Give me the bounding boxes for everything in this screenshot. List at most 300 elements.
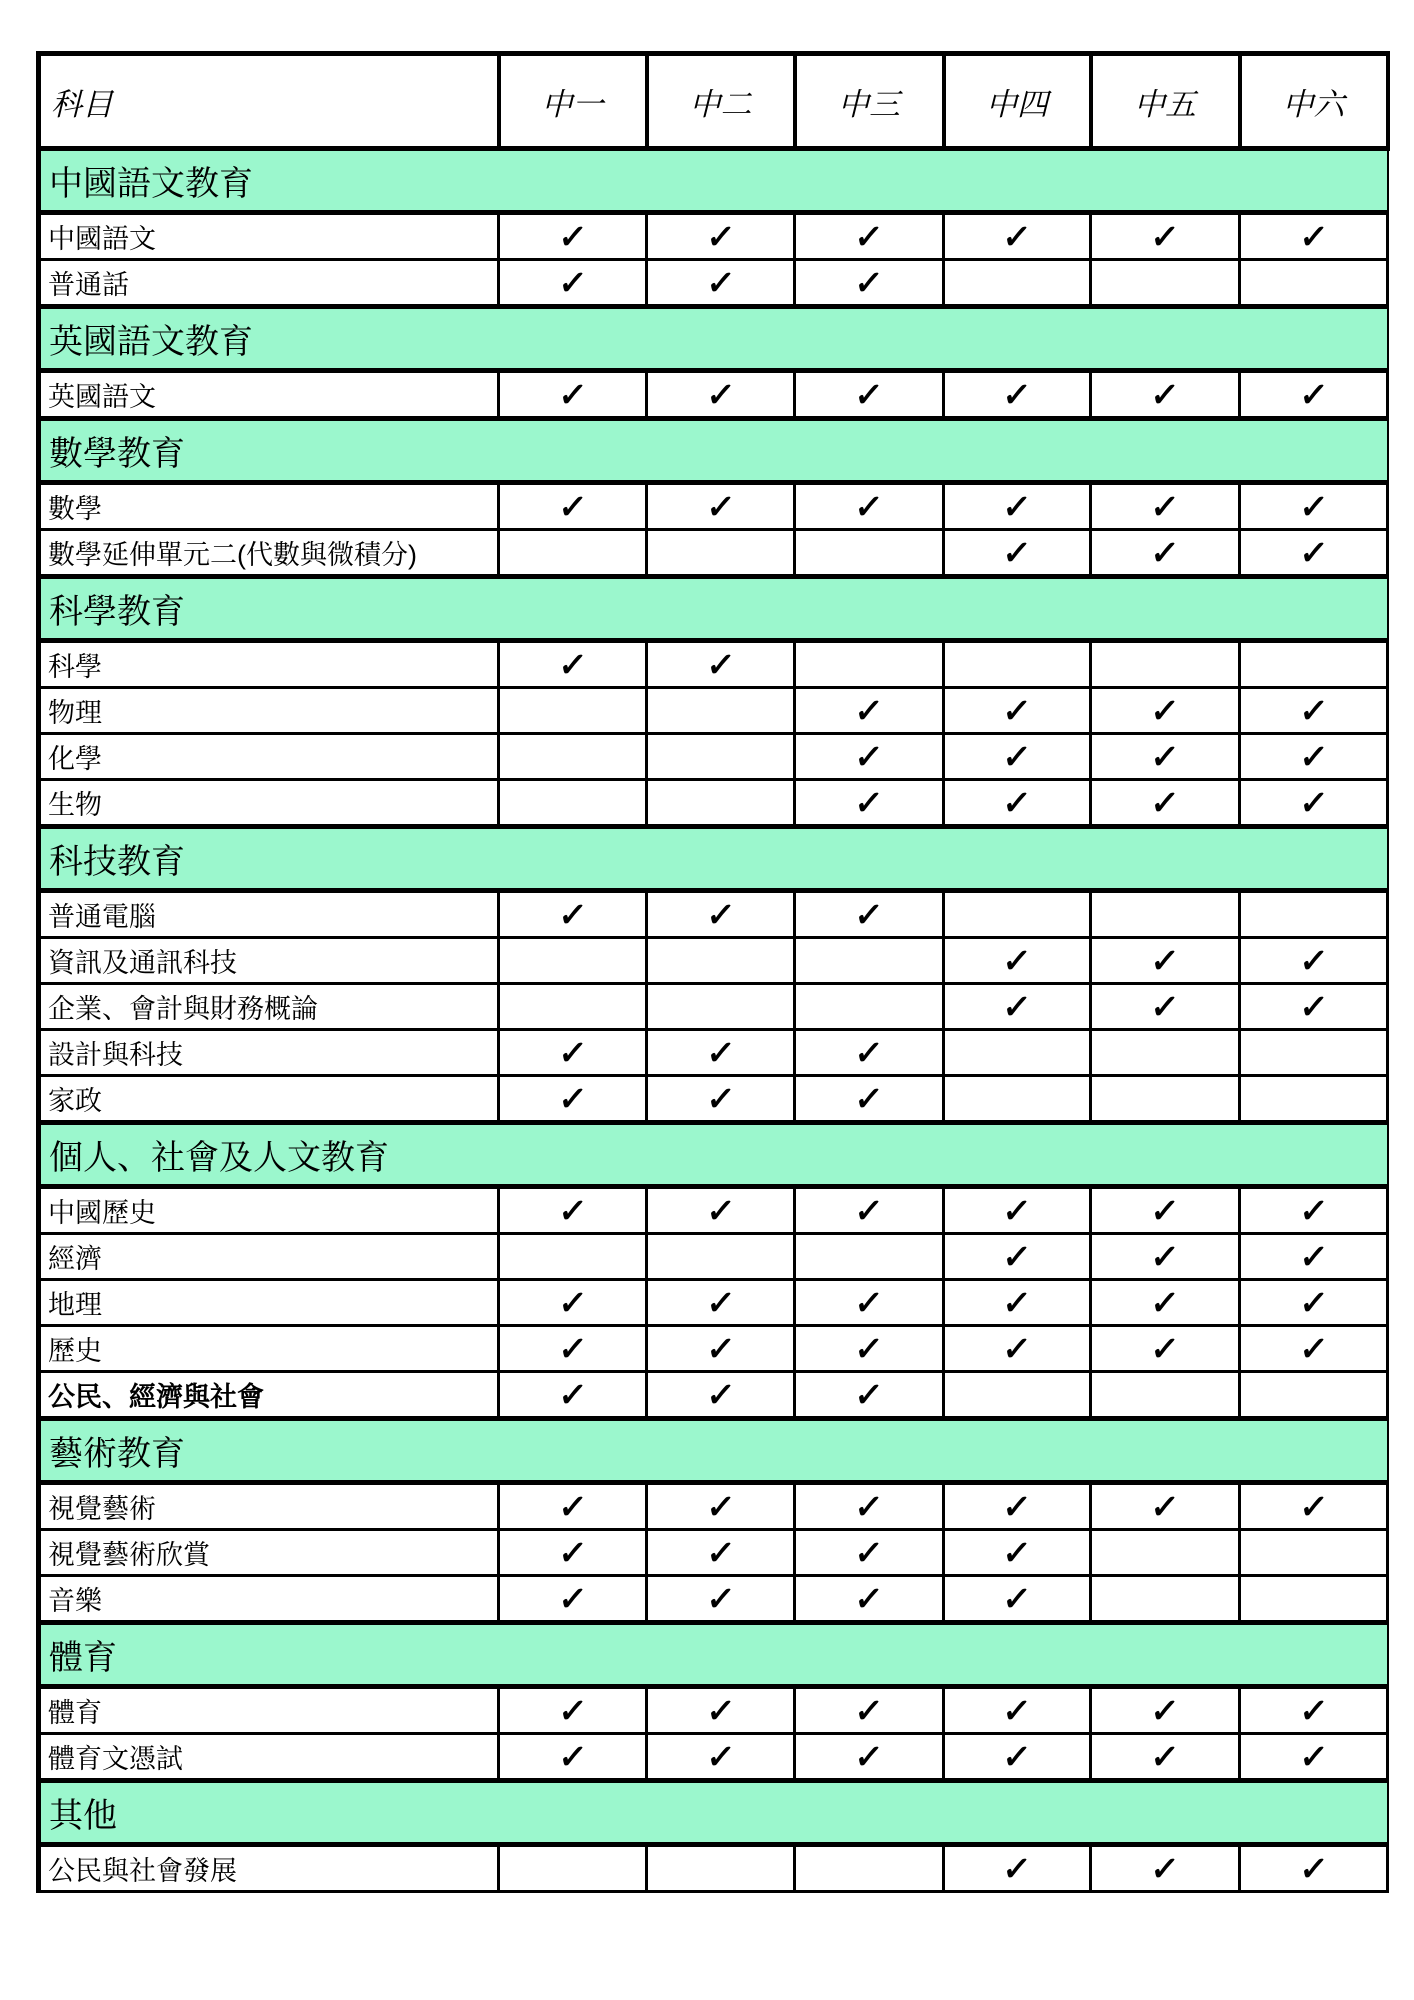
check-icon: ✓ xyxy=(1001,1850,1033,1887)
check-mark-cell xyxy=(499,1280,647,1326)
check-mark-cell xyxy=(647,260,795,307)
check-mark-cell xyxy=(1091,688,1240,734)
subject-name: 地理 xyxy=(39,1280,499,1326)
check-mark-cell xyxy=(944,1326,1091,1372)
empty-cell xyxy=(1240,641,1388,688)
check-mark-cell xyxy=(1091,213,1240,260)
check-icon: ✓ xyxy=(1149,738,1181,775)
subject-row xyxy=(39,371,1388,419)
check-icon: ✓ xyxy=(704,1488,737,1525)
empty-cell xyxy=(1091,1076,1240,1123)
subject-name: 普通話 xyxy=(39,260,499,307)
empty-cell xyxy=(499,530,647,577)
check-mark-cell xyxy=(1240,530,1388,577)
check-icon: ✓ xyxy=(556,1488,589,1525)
check-mark-cell xyxy=(1091,1326,1240,1372)
check-mark-cell xyxy=(1240,1734,1388,1781)
check-icon: ✓ xyxy=(1297,692,1330,729)
empty-cell xyxy=(499,734,647,780)
check-icon: ✓ xyxy=(853,1738,885,1775)
check-mark-cell xyxy=(499,1372,647,1419)
section-header-row xyxy=(39,1623,1388,1687)
check-icon: ✓ xyxy=(1149,942,1181,979)
check-mark-cell xyxy=(647,641,795,688)
empty-cell xyxy=(647,1845,795,1892)
check-icon: ✓ xyxy=(704,1330,737,1367)
check-mark-cell xyxy=(944,938,1091,984)
subject-name: 體育文憑試 xyxy=(39,1734,499,1781)
check-icon: ✓ xyxy=(1149,1850,1181,1887)
check-mark-cell xyxy=(1240,371,1388,419)
check-mark-cell xyxy=(499,371,647,419)
check-icon: ✓ xyxy=(853,1330,885,1367)
check-icon: ✓ xyxy=(556,1034,589,1071)
subject-row xyxy=(39,483,1388,530)
check-icon: ✓ xyxy=(1149,1330,1181,1367)
check-icon: ✓ xyxy=(853,1192,885,1229)
check-mark-cell xyxy=(1240,688,1388,734)
check-icon: ✓ xyxy=(556,1738,589,1775)
check-icon: ✓ xyxy=(1001,1580,1033,1617)
check-mark-cell xyxy=(944,1576,1091,1623)
check-icon: ✓ xyxy=(556,1376,589,1413)
check-icon: ✓ xyxy=(704,1692,737,1729)
check-icon: ✓ xyxy=(704,264,737,301)
check-icon: ✓ xyxy=(853,1080,885,1117)
subject-name: 中國語文 xyxy=(39,213,499,260)
empty-cell xyxy=(1240,1576,1388,1623)
check-mark-cell xyxy=(1240,780,1388,827)
check-icon: ✓ xyxy=(556,1080,589,1117)
check-mark-cell xyxy=(795,1734,944,1781)
empty-cell xyxy=(1091,1372,1240,1419)
check-mark-cell xyxy=(944,1280,1091,1326)
section-header-row xyxy=(39,827,1388,891)
check-mark-cell xyxy=(499,1530,647,1576)
check-icon: ✓ xyxy=(853,218,885,255)
check-icon: ✓ xyxy=(853,488,885,525)
check-mark-cell xyxy=(944,371,1091,419)
check-mark-cell xyxy=(647,1326,795,1372)
check-mark-cell xyxy=(1240,1326,1388,1372)
year-header-s1: 中一 xyxy=(499,54,647,149)
check-icon: ✓ xyxy=(1297,534,1330,571)
check-icon: ✓ xyxy=(1001,1284,1033,1321)
empty-cell xyxy=(1091,1530,1240,1576)
curriculum-table xyxy=(36,51,1390,1893)
check-mark-cell xyxy=(795,483,944,530)
check-mark-cell xyxy=(795,734,944,780)
check-mark-cell xyxy=(944,1483,1091,1530)
empty-cell xyxy=(1091,641,1240,688)
check-icon: ✓ xyxy=(1149,1238,1181,1275)
subject-row xyxy=(39,1734,1388,1781)
check-mark-cell xyxy=(499,1734,647,1781)
subject-row xyxy=(39,1687,1388,1734)
check-mark-cell xyxy=(795,891,944,938)
check-mark-cell xyxy=(1091,1734,1240,1781)
check-icon: ✓ xyxy=(704,1376,737,1413)
check-icon: ✓ xyxy=(1149,1692,1181,1729)
check-mark-cell xyxy=(499,1576,647,1623)
check-mark-cell xyxy=(795,1687,944,1734)
section-header-row xyxy=(39,419,1388,483)
empty-cell xyxy=(1240,891,1388,938)
check-icon: ✓ xyxy=(1297,376,1330,413)
check-mark-cell xyxy=(795,371,944,419)
empty-cell xyxy=(1240,1372,1388,1419)
check-icon: ✓ xyxy=(556,646,589,683)
empty-cell xyxy=(944,1030,1091,1076)
check-icon: ✓ xyxy=(1149,692,1181,729)
subject-name: 企業、會計與財務概論 xyxy=(39,984,499,1030)
check-mark-cell xyxy=(499,1326,647,1372)
check-mark-cell xyxy=(944,213,1091,260)
check-mark-cell xyxy=(499,260,647,307)
check-icon: ✓ xyxy=(704,1192,737,1229)
subject-name: 音樂 xyxy=(39,1576,499,1623)
check-mark-cell xyxy=(944,1845,1091,1892)
check-mark-cell xyxy=(647,1734,795,1781)
empty-cell xyxy=(1240,260,1388,307)
check-icon: ✓ xyxy=(556,218,589,255)
check-icon: ✓ xyxy=(1001,488,1033,525)
year-header-s4: 中四 xyxy=(944,54,1091,149)
empty-cell xyxy=(795,641,944,688)
check-icon: ✓ xyxy=(556,488,589,525)
check-icon: ✓ xyxy=(1297,1284,1330,1321)
check-mark-cell xyxy=(944,1530,1091,1576)
subject-row xyxy=(39,984,1388,1030)
subject-name: 英國語文 xyxy=(39,371,499,419)
check-mark-cell xyxy=(499,213,647,260)
subject-row xyxy=(39,641,1388,688)
check-mark-cell xyxy=(499,1483,647,1530)
section-header-row xyxy=(39,149,1388,213)
check-icon: ✓ xyxy=(853,1692,885,1729)
check-mark-cell xyxy=(499,641,647,688)
check-icon: ✓ xyxy=(1001,1192,1033,1229)
check-mark-cell xyxy=(795,780,944,827)
check-icon: ✓ xyxy=(556,896,589,933)
empty-cell xyxy=(647,530,795,577)
table-body xyxy=(39,149,1388,1892)
check-icon: ✓ xyxy=(1001,534,1033,571)
section-title: 體育 xyxy=(39,1623,1388,1687)
check-icon: ✓ xyxy=(853,1284,885,1321)
check-mark-cell xyxy=(647,371,795,419)
check-icon: ✓ xyxy=(1297,1192,1330,1229)
check-mark-cell xyxy=(1091,1280,1240,1326)
empty-cell xyxy=(1091,891,1240,938)
section-header-row xyxy=(39,1781,1388,1845)
check-mark-cell xyxy=(795,1372,944,1419)
subject-name: 公民、經濟與社會 xyxy=(39,1372,499,1419)
empty-cell xyxy=(499,780,647,827)
subject-row xyxy=(39,938,1388,984)
check-icon: ✓ xyxy=(704,1080,737,1117)
check-mark-cell xyxy=(795,1187,944,1234)
check-mark-cell xyxy=(944,1734,1091,1781)
check-icon: ✓ xyxy=(1149,1488,1181,1525)
check-icon: ✓ xyxy=(1001,1238,1033,1275)
check-mark-cell xyxy=(1091,371,1240,419)
check-mark-cell xyxy=(499,1076,647,1123)
check-mark-cell xyxy=(1240,938,1388,984)
check-icon: ✓ xyxy=(556,376,589,413)
subject-row xyxy=(39,780,1388,827)
check-icon: ✓ xyxy=(1149,488,1181,525)
check-icon: ✓ xyxy=(1297,988,1330,1025)
subject-row xyxy=(39,1280,1388,1326)
section-title: 數學教育 xyxy=(39,419,1388,483)
check-mark-cell xyxy=(944,688,1091,734)
check-mark-cell xyxy=(647,213,795,260)
check-icon: ✓ xyxy=(853,692,885,729)
check-mark-cell xyxy=(944,780,1091,827)
check-icon: ✓ xyxy=(1297,1488,1330,1525)
check-icon: ✓ xyxy=(853,1376,885,1413)
check-mark-cell xyxy=(1240,1483,1388,1530)
check-icon: ✓ xyxy=(704,1034,737,1071)
check-icon: ✓ xyxy=(1297,1692,1330,1729)
check-mark-cell xyxy=(647,1483,795,1530)
check-mark-cell xyxy=(647,1030,795,1076)
check-mark-cell xyxy=(1240,213,1388,260)
check-icon: ✓ xyxy=(1297,738,1330,775)
check-mark-cell xyxy=(647,1076,795,1123)
check-mark-cell xyxy=(795,1530,944,1576)
subject-row xyxy=(39,1372,1388,1419)
subject-row xyxy=(39,1234,1388,1280)
check-icon: ✓ xyxy=(1001,1330,1033,1367)
subject-name: 視覺藝術欣賞 xyxy=(39,1530,499,1576)
subject-name: 經濟 xyxy=(39,1234,499,1280)
check-mark-cell xyxy=(795,1030,944,1076)
empty-cell xyxy=(647,780,795,827)
check-icon: ✓ xyxy=(1001,738,1033,775)
check-icon: ✓ xyxy=(1297,1850,1330,1887)
subject-row xyxy=(39,530,1388,577)
subject-name: 設計與科技 xyxy=(39,1030,499,1076)
year-header-s5: 中五 xyxy=(1091,54,1240,149)
subject-name: 中國歷史 xyxy=(39,1187,499,1234)
check-icon: ✓ xyxy=(853,1580,885,1617)
check-icon: ✓ xyxy=(1149,1738,1181,1775)
check-icon: ✓ xyxy=(1001,692,1033,729)
subject-row xyxy=(39,688,1388,734)
empty-cell xyxy=(499,1234,647,1280)
section-title: 藝術教育 xyxy=(39,1419,1388,1483)
check-mark-cell xyxy=(647,1280,795,1326)
empty-cell xyxy=(499,938,647,984)
empty-cell xyxy=(647,1234,795,1280)
subject-row xyxy=(39,1076,1388,1123)
check-icon: ✓ xyxy=(1001,784,1033,821)
check-mark-cell xyxy=(944,734,1091,780)
section-title: 中國語文教育 xyxy=(39,149,1388,213)
section-title: 科學教育 xyxy=(39,577,1388,641)
check-mark-cell xyxy=(647,1187,795,1234)
empty-cell xyxy=(795,1845,944,1892)
empty-cell xyxy=(1240,1076,1388,1123)
section-header-row xyxy=(39,577,1388,641)
check-mark-cell xyxy=(795,688,944,734)
check-mark-cell xyxy=(1091,780,1240,827)
check-icon: ✓ xyxy=(704,896,737,933)
check-icon: ✓ xyxy=(704,488,737,525)
check-icon: ✓ xyxy=(704,1580,737,1617)
check-mark-cell xyxy=(944,530,1091,577)
check-mark-cell xyxy=(795,1076,944,1123)
check-mark-cell xyxy=(1091,984,1240,1030)
check-mark-cell xyxy=(499,1687,647,1734)
section-title: 其他 xyxy=(39,1781,1388,1845)
empty-cell xyxy=(499,984,647,1030)
check-mark-cell xyxy=(795,1326,944,1372)
check-icon: ✓ xyxy=(1297,218,1330,255)
subject-name: 普通電腦 xyxy=(39,891,499,938)
subject-row xyxy=(39,213,1388,260)
check-icon: ✓ xyxy=(1149,1284,1181,1321)
check-mark-cell xyxy=(795,1483,944,1530)
check-icon: ✓ xyxy=(556,1692,589,1729)
year-header-s2: 中二 xyxy=(647,54,795,149)
check-icon: ✓ xyxy=(1297,942,1330,979)
empty-cell xyxy=(944,1372,1091,1419)
check-icon: ✓ xyxy=(704,218,737,255)
empty-cell xyxy=(795,938,944,984)
subject-name: 公民與社會發展 xyxy=(39,1845,499,1892)
empty-cell xyxy=(1240,1030,1388,1076)
check-icon: ✓ xyxy=(1001,1534,1033,1571)
check-mark-cell xyxy=(499,1187,647,1234)
empty-cell xyxy=(1091,260,1240,307)
empty-cell xyxy=(647,734,795,780)
check-icon: ✓ xyxy=(1149,534,1181,571)
check-mark-cell xyxy=(647,891,795,938)
empty-cell xyxy=(1091,1030,1240,1076)
check-mark-cell xyxy=(647,483,795,530)
empty-cell xyxy=(647,984,795,1030)
check-icon: ✓ xyxy=(1001,988,1033,1025)
check-icon: ✓ xyxy=(1297,1738,1330,1775)
check-mark-cell xyxy=(499,1030,647,1076)
check-mark-cell xyxy=(944,483,1091,530)
section-header-row xyxy=(39,1419,1388,1483)
subject-row xyxy=(39,1530,1388,1576)
subject-name: 資訊及通訊科技 xyxy=(39,938,499,984)
subject-column-header: 科目 xyxy=(39,54,499,149)
subject-row xyxy=(39,1326,1388,1372)
subject-name: 歷史 xyxy=(39,1326,499,1372)
check-icon: ✓ xyxy=(556,264,589,301)
subject-row xyxy=(39,1576,1388,1623)
section-title: 個人、社會及人文教育 xyxy=(39,1123,1388,1187)
check-icon: ✓ xyxy=(704,1738,737,1775)
check-icon: ✓ xyxy=(1149,784,1181,821)
check-mark-cell xyxy=(1240,1280,1388,1326)
check-mark-cell xyxy=(1091,483,1240,530)
empty-cell xyxy=(647,688,795,734)
empty-cell xyxy=(795,530,944,577)
check-icon: ✓ xyxy=(1149,988,1181,1025)
empty-cell xyxy=(944,641,1091,688)
check-mark-cell xyxy=(1091,1234,1240,1280)
check-mark-cell xyxy=(499,891,647,938)
check-icon: ✓ xyxy=(1297,488,1330,525)
empty-cell xyxy=(647,938,795,984)
check-mark-cell xyxy=(1240,1234,1388,1280)
check-icon: ✓ xyxy=(556,1534,589,1571)
section-header-row xyxy=(39,307,1388,371)
empty-cell xyxy=(499,1845,647,1892)
check-icon: ✓ xyxy=(1297,784,1330,821)
check-icon: ✓ xyxy=(1001,218,1033,255)
empty-cell xyxy=(944,891,1091,938)
check-mark-cell xyxy=(944,984,1091,1030)
subject-name: 視覺藝術 xyxy=(39,1483,499,1530)
check-icon: ✓ xyxy=(704,376,737,413)
subject-name: 化學 xyxy=(39,734,499,780)
check-icon: ✓ xyxy=(1297,1238,1330,1275)
section-title: 科技教育 xyxy=(39,827,1388,891)
check-mark-cell xyxy=(944,1187,1091,1234)
check-mark-cell xyxy=(647,1372,795,1419)
check-icon: ✓ xyxy=(853,376,885,413)
check-mark-cell xyxy=(647,1687,795,1734)
check-mark-cell xyxy=(944,1687,1091,1734)
check-mark-cell xyxy=(1240,483,1388,530)
check-mark-cell xyxy=(1240,984,1388,1030)
check-mark-cell xyxy=(1091,938,1240,984)
subject-name: 物理 xyxy=(39,688,499,734)
check-icon: ✓ xyxy=(1001,942,1033,979)
check-icon: ✓ xyxy=(853,1034,885,1071)
subject-name: 生物 xyxy=(39,780,499,827)
subject-name: 體育 xyxy=(39,1687,499,1734)
check-mark-cell xyxy=(1240,734,1388,780)
check-icon: ✓ xyxy=(1001,1488,1033,1525)
check-mark-cell xyxy=(1091,1687,1240,1734)
subject-row xyxy=(39,1483,1388,1530)
year-header-s6: 中六 xyxy=(1240,54,1388,149)
empty-cell xyxy=(499,688,647,734)
check-icon: ✓ xyxy=(556,1580,589,1617)
check-mark-cell xyxy=(647,1530,795,1576)
section-title: 英國語文教育 xyxy=(39,307,1388,371)
check-icon: ✓ xyxy=(1001,1692,1033,1729)
check-mark-cell xyxy=(1091,1187,1240,1234)
check-mark-cell xyxy=(795,1576,944,1623)
check-icon: ✓ xyxy=(556,1284,589,1321)
check-icon: ✓ xyxy=(1001,376,1033,413)
empty-cell xyxy=(1240,1530,1388,1576)
check-mark-cell xyxy=(1240,1687,1388,1734)
check-mark-cell xyxy=(1091,734,1240,780)
check-mark-cell xyxy=(944,1234,1091,1280)
check-icon: ✓ xyxy=(704,646,737,683)
empty-cell xyxy=(944,1076,1091,1123)
check-icon: ✓ xyxy=(1149,218,1181,255)
header-row xyxy=(39,54,1388,149)
empty-cell xyxy=(795,984,944,1030)
check-mark-cell xyxy=(499,483,647,530)
empty-cell xyxy=(795,1234,944,1280)
check-icon: ✓ xyxy=(1149,376,1181,413)
check-mark-cell xyxy=(647,1576,795,1623)
section-header-row xyxy=(39,1123,1388,1187)
